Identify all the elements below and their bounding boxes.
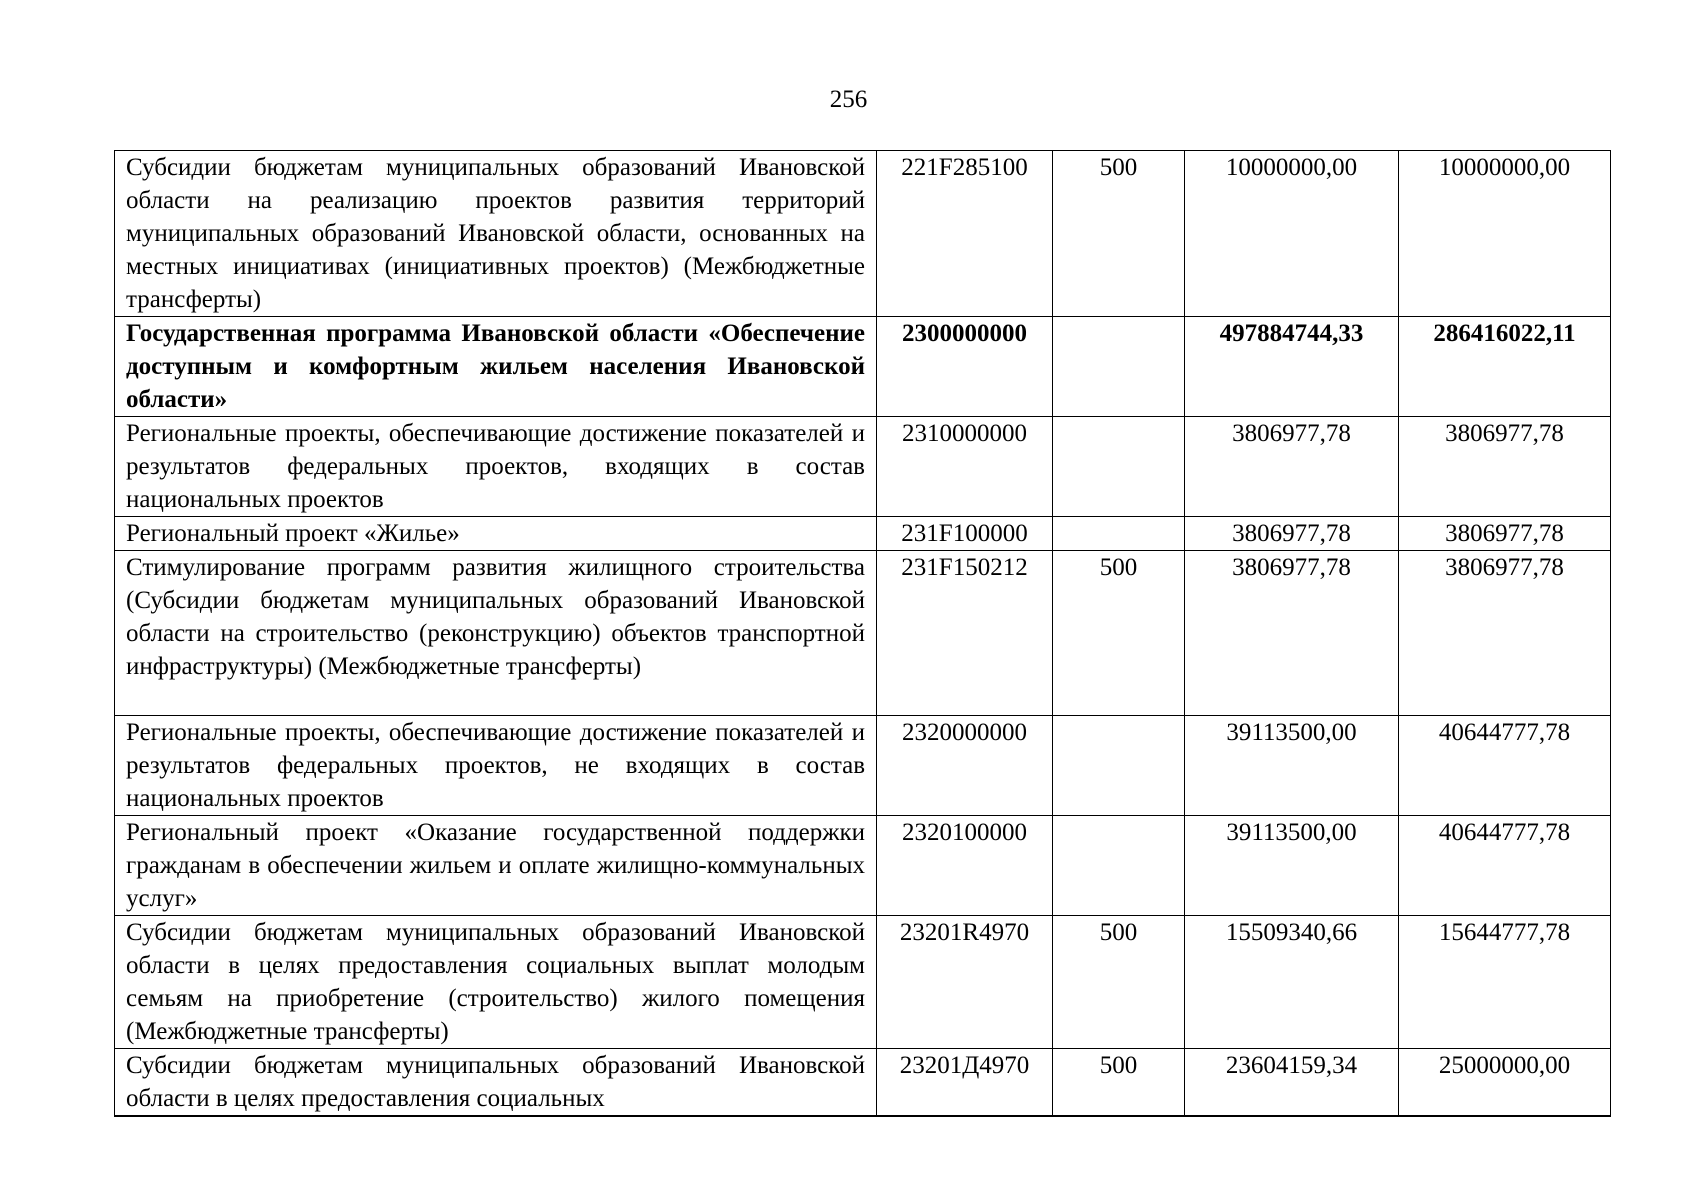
row-sum-1: 3806977,78 (1185, 551, 1399, 716)
row-type: 500 (1053, 1049, 1185, 1117)
row-sum-1: 23604159,34 (1185, 1049, 1399, 1117)
row-type (1053, 716, 1185, 816)
row-type: 500 (1053, 551, 1185, 716)
row-name: Субсидии бюджетам муниципальных образований Ивановской области в целях предоставления социальных (115, 1049, 877, 1117)
row-code: 2320100000 (877, 816, 1053, 916)
table-row (115, 816, 1611, 916)
row-sum-2: 15644777,78 (1399, 916, 1611, 1049)
row-sum-1: 15509340,66 (1185, 916, 1399, 1049)
table-row (115, 916, 1611, 1049)
row-type (1053, 317, 1185, 417)
row-code: 231F100000 (877, 517, 1053, 551)
row-sum-2: 40644777,78 (1399, 816, 1611, 916)
row-sum-2: 3806977,78 (1399, 517, 1611, 551)
budget-table (114, 150, 1611, 1117)
row-name: Государственная программа Ивановской области «Обеспечение доступным и комфортным жильем населения Ивановской области» (115, 317, 877, 417)
row-sum-2: 25000000,00 (1399, 1049, 1611, 1117)
row-name: Региональные проекты, обеспечивающие достижение показателей и результатов федеральных проектов, не входящих в состав национальных проектов (115, 716, 877, 816)
row-name: Региональный проект «Жилье» (115, 517, 877, 551)
row-sum-1: 39113500,00 (1185, 716, 1399, 816)
row-sum-1: 10000000,00 (1185, 151, 1399, 317)
row-code: 221F285100 (877, 151, 1053, 317)
row-sum-1: 3806977,78 (1185, 517, 1399, 551)
row-sum-2: 10000000,00 (1399, 151, 1611, 317)
row-code: 23201Д4970 (877, 1049, 1053, 1117)
row-code: 231F150212 (877, 551, 1053, 716)
row-code: 23201R4970 (877, 916, 1053, 1049)
row-code: 2310000000 (877, 417, 1053, 517)
table-row (115, 551, 1611, 716)
table-row (115, 317, 1611, 417)
row-sum-1: 39113500,00 (1185, 816, 1399, 916)
row-type (1053, 417, 1185, 517)
page-number: 256 (829, 86, 868, 113)
row-type (1053, 816, 1185, 916)
row-name: Стимулирование программ развития жилищного строительства (Субсидии бюджетам муниципальных образований Ивановской области на строительство (реконструкцию) объектов транспортной инфраструктуры) (Межбюджетные трансферты) (115, 551, 877, 716)
table-row (115, 716, 1611, 816)
row-code: 2320000000 (877, 716, 1053, 816)
table-row (115, 517, 1611, 551)
table-row (115, 1049, 1611, 1117)
row-type (1053, 517, 1185, 551)
row-sum-2: 40644777,78 (1399, 716, 1611, 816)
table-row (115, 151, 1611, 317)
row-type: 500 (1053, 916, 1185, 1049)
row-name: Региональные проекты, обеспечивающие достижение показателей и результатов федеральных проектов, входящих в состав национальных проектов (115, 417, 877, 517)
row-sum-2: 286416022,11 (1399, 317, 1611, 417)
row-sum-1: 497884744,33 (1185, 317, 1399, 417)
row-sum-1: 3806977,78 (1185, 417, 1399, 517)
row-sum-2: 3806977,78 (1399, 551, 1611, 716)
row-type: 500 (1053, 151, 1185, 317)
row-name: Субсидии бюджетам муниципальных образований Ивановской области на реализацию проектов развития территорий муниципальных образований Ивановской области, основанных на местных инициативах (инициативных проектов) (Межбюджетные трансферты) (115, 151, 877, 317)
row-sum-2: 3806977,78 (1399, 417, 1611, 517)
row-name: Региональный проект «Оказание государственной поддержки гражданам в обеспечении жильем и оплате жилищно-коммунальных услуг» (115, 816, 877, 916)
row-name: Субсидии бюджетам муниципальных образований Ивановской области в целях предоставления социальных выплат молодым семьям на приобретение (строительство) жилого помещения (Межбюджетные трансферты) (115, 916, 877, 1049)
row-code: 2300000000 (877, 317, 1053, 417)
table-row (115, 417, 1611, 517)
